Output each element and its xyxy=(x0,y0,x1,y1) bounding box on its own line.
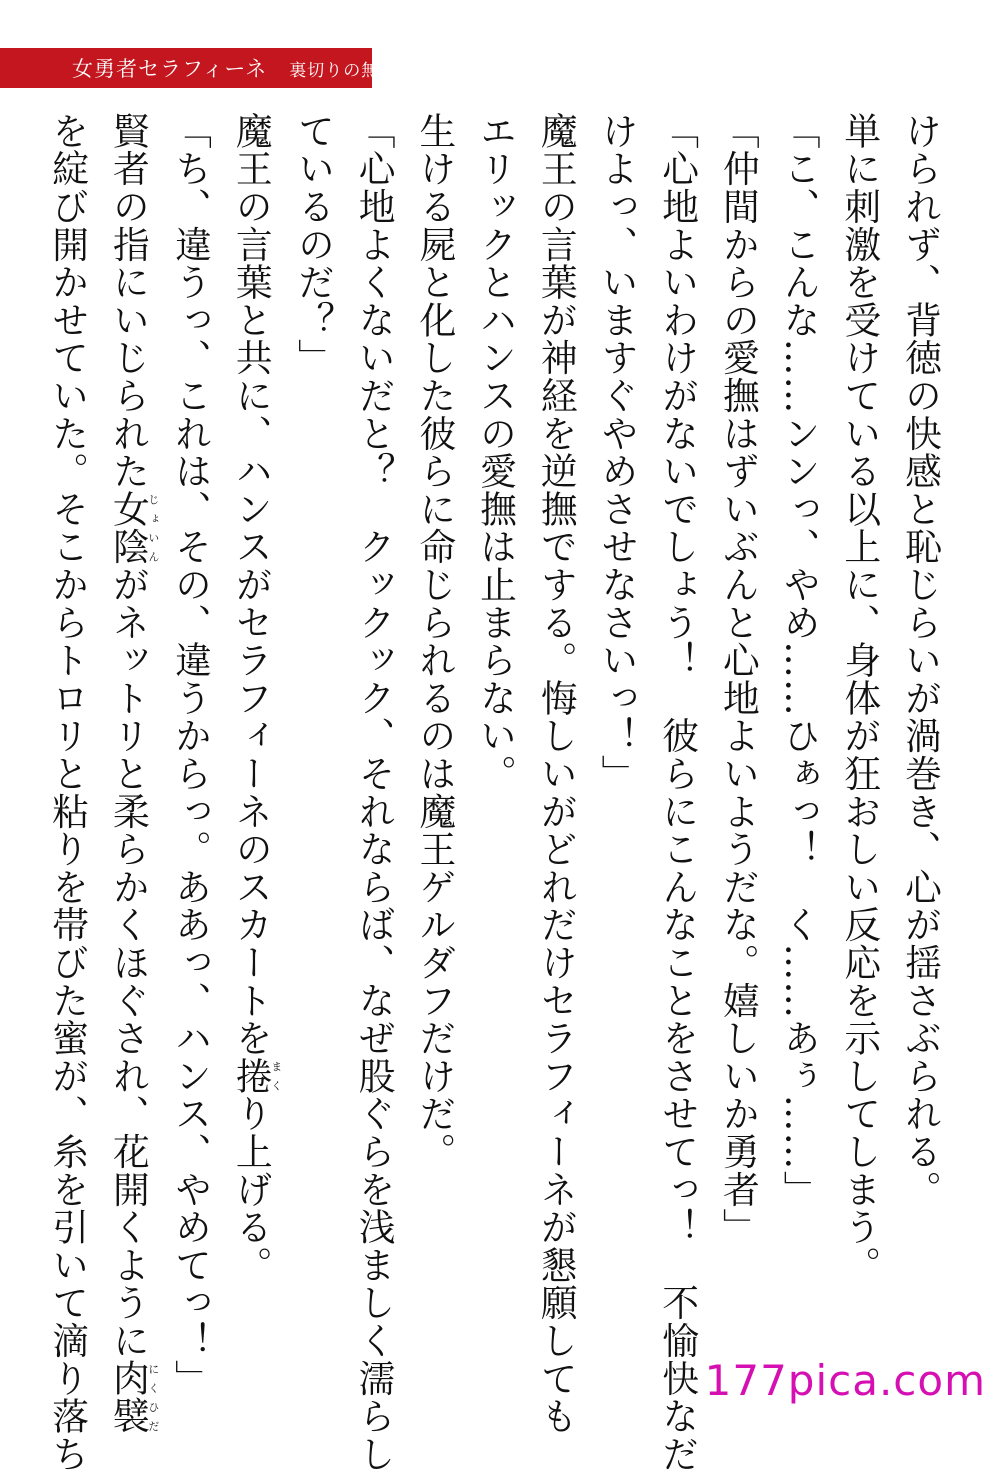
text-line xyxy=(343,112,404,1473)
text-line xyxy=(464,112,525,1372)
ruby-reading: にくひだ xyxy=(146,1359,160,1436)
text-line xyxy=(404,112,465,1372)
text-segment: けられず、背徳の快感と恥じらいが渦巻き、心が揺さぶられる。 xyxy=(899,112,942,1209)
text-segment: がネットリと柔らかくほぐされ、花開くように xyxy=(106,565,150,1360)
text-segment: り上げる。 xyxy=(229,1094,273,1284)
chapter-subtitle: 裏切りの無惨劇 xyxy=(289,60,416,81)
text-segment: 魔王の言葉が神経を逆撫でする。悔しいがどれだけセラフィーネが懇願しても xyxy=(534,112,578,1435)
running-header xyxy=(0,48,416,88)
text-segment: 「心地よくないだと？ クックック、それならば、なぜ股ぐらを浅ましく濡らし xyxy=(352,112,396,1473)
text-segment: 「仲間からの愛撫はずいぶんと心地よいようだな。嬉しいか勇者」 xyxy=(716,112,760,1246)
text-line xyxy=(586,112,647,1372)
ruby-word xyxy=(106,1359,160,1436)
text-line xyxy=(889,112,950,1372)
text-line xyxy=(646,112,707,1473)
text-segment: 生ける屍と化した彼らに命じられるのは魔王ゲルダフだけだ。 xyxy=(413,112,457,1171)
ruby-base: 肉襞 xyxy=(106,1359,150,1436)
text-segment: 単に刺激を受けている以上に、身体が狂おしい反応を示してしまう。 xyxy=(838,112,882,1284)
book-title: 女勇者セラフィーネ xyxy=(72,57,268,81)
text-line xyxy=(829,112,890,1372)
text-segment: 魔王の言葉と共に、ハンスがセラフィーネのスカートを xyxy=(229,112,273,1057)
text-line xyxy=(282,112,343,1372)
ruby-base: 女陰 xyxy=(106,490,150,566)
text-line xyxy=(525,112,586,1435)
text-line xyxy=(159,112,220,1398)
text-segment: を綻び開かせていた。そこからトロリと粘りを帯びた蜜が、糸を引いて滴り落ち xyxy=(46,112,90,1473)
ruby-word xyxy=(229,1057,283,1095)
ruby-word xyxy=(106,490,160,566)
text-segment: 賢者の指にいじられた xyxy=(106,112,150,490)
text-line xyxy=(707,112,768,1372)
text-line xyxy=(768,112,829,1372)
text-segment: 「心地よいわけがないでしょう！ 彼らにこんなことをさせてっ！ 不愉快なだ xyxy=(656,112,700,1473)
ruby-reading: じょいん xyxy=(146,490,160,566)
text-segment: 「ち、違うっ、これは、その、違うからっ。ああっ、ハンス、やめてっ！」 xyxy=(169,112,213,1398)
text-segment: エリックとハンスの愛撫は止まらない。 xyxy=(474,112,518,793)
text-line xyxy=(36,112,97,1473)
ruby-base: 捲 xyxy=(229,1057,273,1095)
watermark: 177pica.com xyxy=(704,1356,986,1405)
text-segment: けよっ、いますぐやめさせなさいっ！」 xyxy=(595,112,639,793)
text-line xyxy=(97,112,160,1436)
text-segment: ているのだ？」 xyxy=(291,112,335,377)
text-line xyxy=(220,112,282,1372)
ruby-reading: まく xyxy=(269,1057,283,1095)
text-segment: 「こ、こんな……ンンっ、やめ……ひぁっ！ く……あぅ……」 xyxy=(777,112,821,1209)
